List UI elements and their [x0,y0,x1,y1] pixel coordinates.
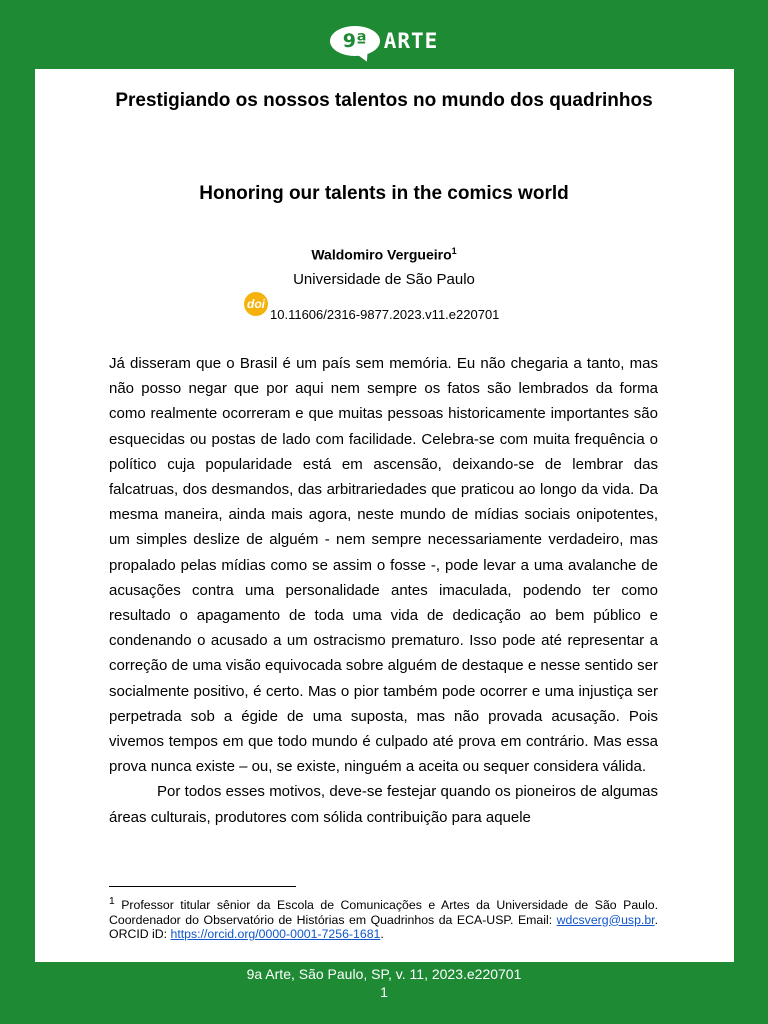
author-email-link[interactable]: wdcsverg@usp.br [556,912,655,927]
article-title-pt: Prestigiando os nossos talentos no mundo dos quadrinhos [115,90,653,111]
author-name [0,246,768,263]
body-paragraph-2: Por todos esses motivos, deve-se festejar quando os pioneiros de algumas áreas culturais, produtores com sólida contribuição para aquele [109,783,658,826]
doi-icon[interactable]: doi [244,292,268,316]
author-footnote-mark[interactable]: 1 [451,246,457,256]
article-title-en: Honoring our talents in the comics world [199,183,569,204]
footnote-divider [109,886,296,887]
page-number: 1 [380,984,388,1000]
footer-citation: 9a Arte, São Paulo, SP, v. 11, 2023.e220701 [246,966,522,982]
page-footer [0,965,768,1001]
footnote-end: . [380,927,384,942]
journal-logo[interactable] [330,26,439,56]
orcid-link[interactable]: https://orcid.org/0000-0001-7256-1681 [170,927,381,942]
logo-number: 9ª [342,30,367,52]
speech-bubble-icon [330,26,380,56]
author-affiliation: Universidade de São Paulo [293,271,475,288]
author-name-text: Waldomiro Vergueiro [311,246,452,263]
footnote-mark: 1 [109,896,115,907]
footnote-text: Professor titular sênior da Escola de Comunicações e Artes da Universidade de São Paulo. Coordenador do Observatório de Histórias em Quadrinhos da ECA-USP. Email: [109,898,658,927]
article-body [109,351,658,830]
doi-text[interactable]: 10.11606/2316-9877.2023.v11.e220701 [270,307,500,322]
doi-line [244,298,499,322]
logo-word: ARTE [383,29,439,53]
orcid-label: . ORCID iD: [109,912,658,942]
body-paragraph-1: Já disseram que o Brasil é um país sem memória. Eu não chegaria a tanto, mas não posso negar que por aqui nem sempre os fatos são lembrados da forma como realmente ocorreram e que muitas pessoas historicamente importantes são esquecidas ou postas de lado com facilidade. Celebra-se com muita frequência o político cuja popularidade está em ascensão, deixando-se de lembrar das falcatruas, dos desmandos, das arbitrariedades que praticou ao longo da vida. Da mesma maneira, ainda mais agora, neste mundo de mídias sociais onipotentes, um simples deslize de alguém - nem sempre necessariamente verdadeiro, mas propalado pelas mídias como se assim o fosse -, pode levar a uma avalanche de acusações contra uma personalidade antes imaculada, podendo ter como resultado o apagamento de toda uma vida de dedicação ao bem público e condenando o acusado a um ostracismo prematuro. Isso pode até representar a correção de uma visão equivocada sobre alguém de destaque e nesse sentido ser socialmente positivo, é certo. Mas o pior também pode ocorrer e uma injustiça ser perpetrada sob a égide de uma suposta, mas não provada acusação. Pois vivemos tempos em que todo mundo é culpado até prova em contrário. Mas essa prova nunca existe – ou, se existe, ninguém a aceita ou sequer considera válida. [109,355,658,776]
footnote [109,895,658,942]
journal-header [0,26,768,56]
